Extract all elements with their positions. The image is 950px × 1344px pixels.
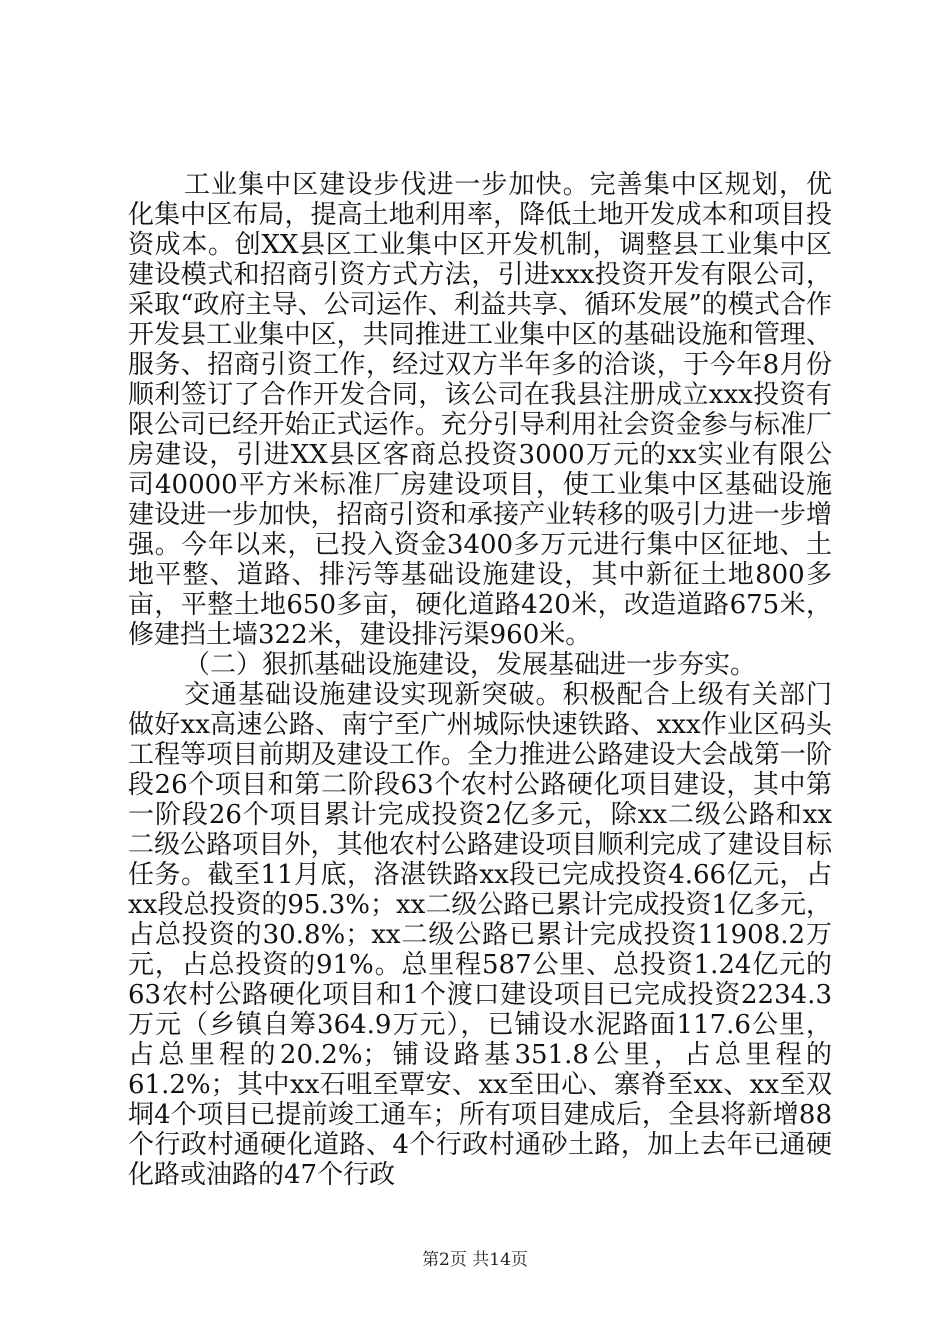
page-number-footer: 第2页 共14页 xyxy=(422,1250,528,1270)
paragraph-transport-infrastructure: 交通基础设施建设实现新突破。积极配合上级有关部门做好xx高速公路、南宁至广州城际快速铁路、xxx作业区码头工程等项目前期及建设工作。全力推进公路建设大会战第一阶段26个项目和第二阶段63个农村公路硬化项目建设，其中第一阶段26个项目累计完成投资2亿多元，除xx二级公路和xx二级公路项目外，其他农村公路建设项目顺利完成了建设目标任务。截至11月底，洛湛铁路xx段已完成投资4.66亿元，占xx段总投资的95.3%；xx二级公路已累计完成投资1亿多元，占总投资的30.8%；xx二级公路已累计完成投资11908.2万元，占总投资的91%。总里程587公里、总投资1.24亿元的63农村公路硬化项目和1个渡口建设项目已完成投资2234.3万元（乡镇自筹364.9万元），已铺设水泥路面117.6公里，占总里程的20.2%；铺设路基351.8公里，占总里程的61.2%；其中xx石咀至覃安、xx至田心、寨脊至xx、xx至双垌4个项目已提前竣工通车；所有项目建成后，全县将新增88个行政村通硬化道路、4个行政村通砂土路，加上去年已通硬化路或油路的47个行政 xyxy=(128,680,832,1190)
paragraph-industrial-zone: 工业集中区建设步伐进一步加快。完善集中区规划，优化集中区布局，提高土地利用率，降低土地开发成本和项目投资成本。创XX县区工业集中区开发机制，调整县工业集中区建设模式和招商引资方式方法，引进xxx投资开发有限公司，采取“政府主导、公司运作、利益共享、循环发展”的模式合作开发县工业集中区，共同推进工业集中区的基础设施和管理、服务、招商引资工作，经过双方半年多的洽谈，于今年8月份顺利签订了合作开发合同，该公司在我县注册成立xxx投资有限公司已经开始正式运作。充分引导利用社会资金参与标准厂房建设，引进XX县区客商总投资3000万元的xx实业有限公司40000平方米标准厂房建设项目，使工业集中区基础设施建设进一步加快，招商引资和承接产业转移的吸引力进一步增强。今年以来，已投入资金3400多万元进行集中区征地、土地平整、道路、排污等基础设施建设，其中新征土地800多亩，平整土地650多亩，硬化道路420米，改造道路675米，修建挡土墙322米，建设排污渠960米。 xyxy=(128,170,832,650)
document-body xyxy=(128,170,832,1190)
section-heading-infrastructure: （二）狠抓基础设施建设，发展基础进一步夯实。 xyxy=(184,650,757,680)
